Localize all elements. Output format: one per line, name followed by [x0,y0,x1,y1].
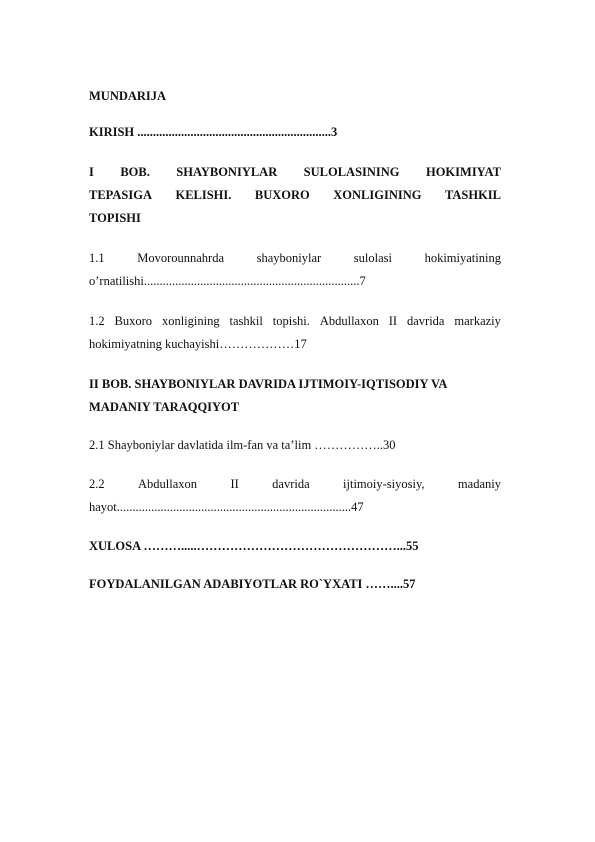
word: BUXORO [254,188,310,202]
word: 1.2 [89,314,105,328]
toc-entry-xulosa[interactable]: XULOSA ……….....…………………………………………...55 [89,539,419,553]
word: I [89,165,94,179]
word: xonligining [161,314,220,328]
word: Abdullaxon [138,477,198,491]
toc-entry-bibliography[interactable]: FOYDALANILGAN ADABIYOTLAR RO`YXATI ……....57 [89,577,416,591]
toc-entry-chapter1-line1[interactable] [89,164,501,180]
word: Buxoro [114,314,153,328]
word: 2.2 [89,477,105,491]
word: II [230,477,239,491]
toc-heading: MUNDARIJA [89,89,167,103]
word: HOKIMIYAT [425,165,501,179]
toc-entry-1-1-line1[interactable] [89,250,501,266]
toc-entry-kirish[interactable]: KIRISH ..............................................................3 [89,125,338,139]
word: hokimiyatining [424,251,501,265]
toc-entry-1-1-line2[interactable]: o’rnatilishi.....................................................................7 [89,274,366,288]
word: II [388,314,398,328]
word: 1.1 [89,251,105,265]
word: madaniy [457,477,501,491]
word: Abdullaxon [319,314,379,328]
word: XONLIGINING [333,188,422,202]
toc-entry-2-1[interactable]: 2.1 Shayboniylar davlatida ilm-fan va ta’lim ……………..30 [89,438,396,452]
word: Movorounnahrda [137,251,225,265]
word: TEPASIGA [89,188,152,202]
word: davrida [407,314,445,328]
toc-entry-chapter1-line3[interactable]: TOPISHI [89,211,141,225]
toc-entry-1-2-line1[interactable] [89,313,501,329]
word: tashkil [229,314,263,328]
toc-entry-2-2-line2[interactable]: hayot...........................................................................47 [89,500,364,514]
toc-entry-2-2-line1[interactable] [89,476,501,492]
word: sulolasi [353,251,392,265]
toc-entry-chapter2-line2[interactable]: MADANIY TARAQQIYOT [89,400,240,414]
word: BOB. [120,165,150,179]
word: SHAYBONIYLAR [176,165,278,179]
word: davrida [272,477,310,491]
word: shayboniylar [256,251,322,265]
toc-entry-chapter1-line2[interactable] [89,187,501,203]
word: topishi. [272,314,310,328]
word: SULOLASINING [303,165,400,179]
word: markaziy [454,314,501,328]
toc-entry-chapter2-line1[interactable]: II BOB. SHAYBONIYLAR DAVRIDA IJTIMOIY-IQTISODIY VA [89,377,448,391]
word: KELISHI. [175,188,232,202]
toc-entry-1-2-line2[interactable]: hokimiyatning kuchayishi………………17 [89,337,307,351]
word: ijtimoiy-siyosiy, [343,477,425,491]
word: TASHKIL [444,188,501,202]
